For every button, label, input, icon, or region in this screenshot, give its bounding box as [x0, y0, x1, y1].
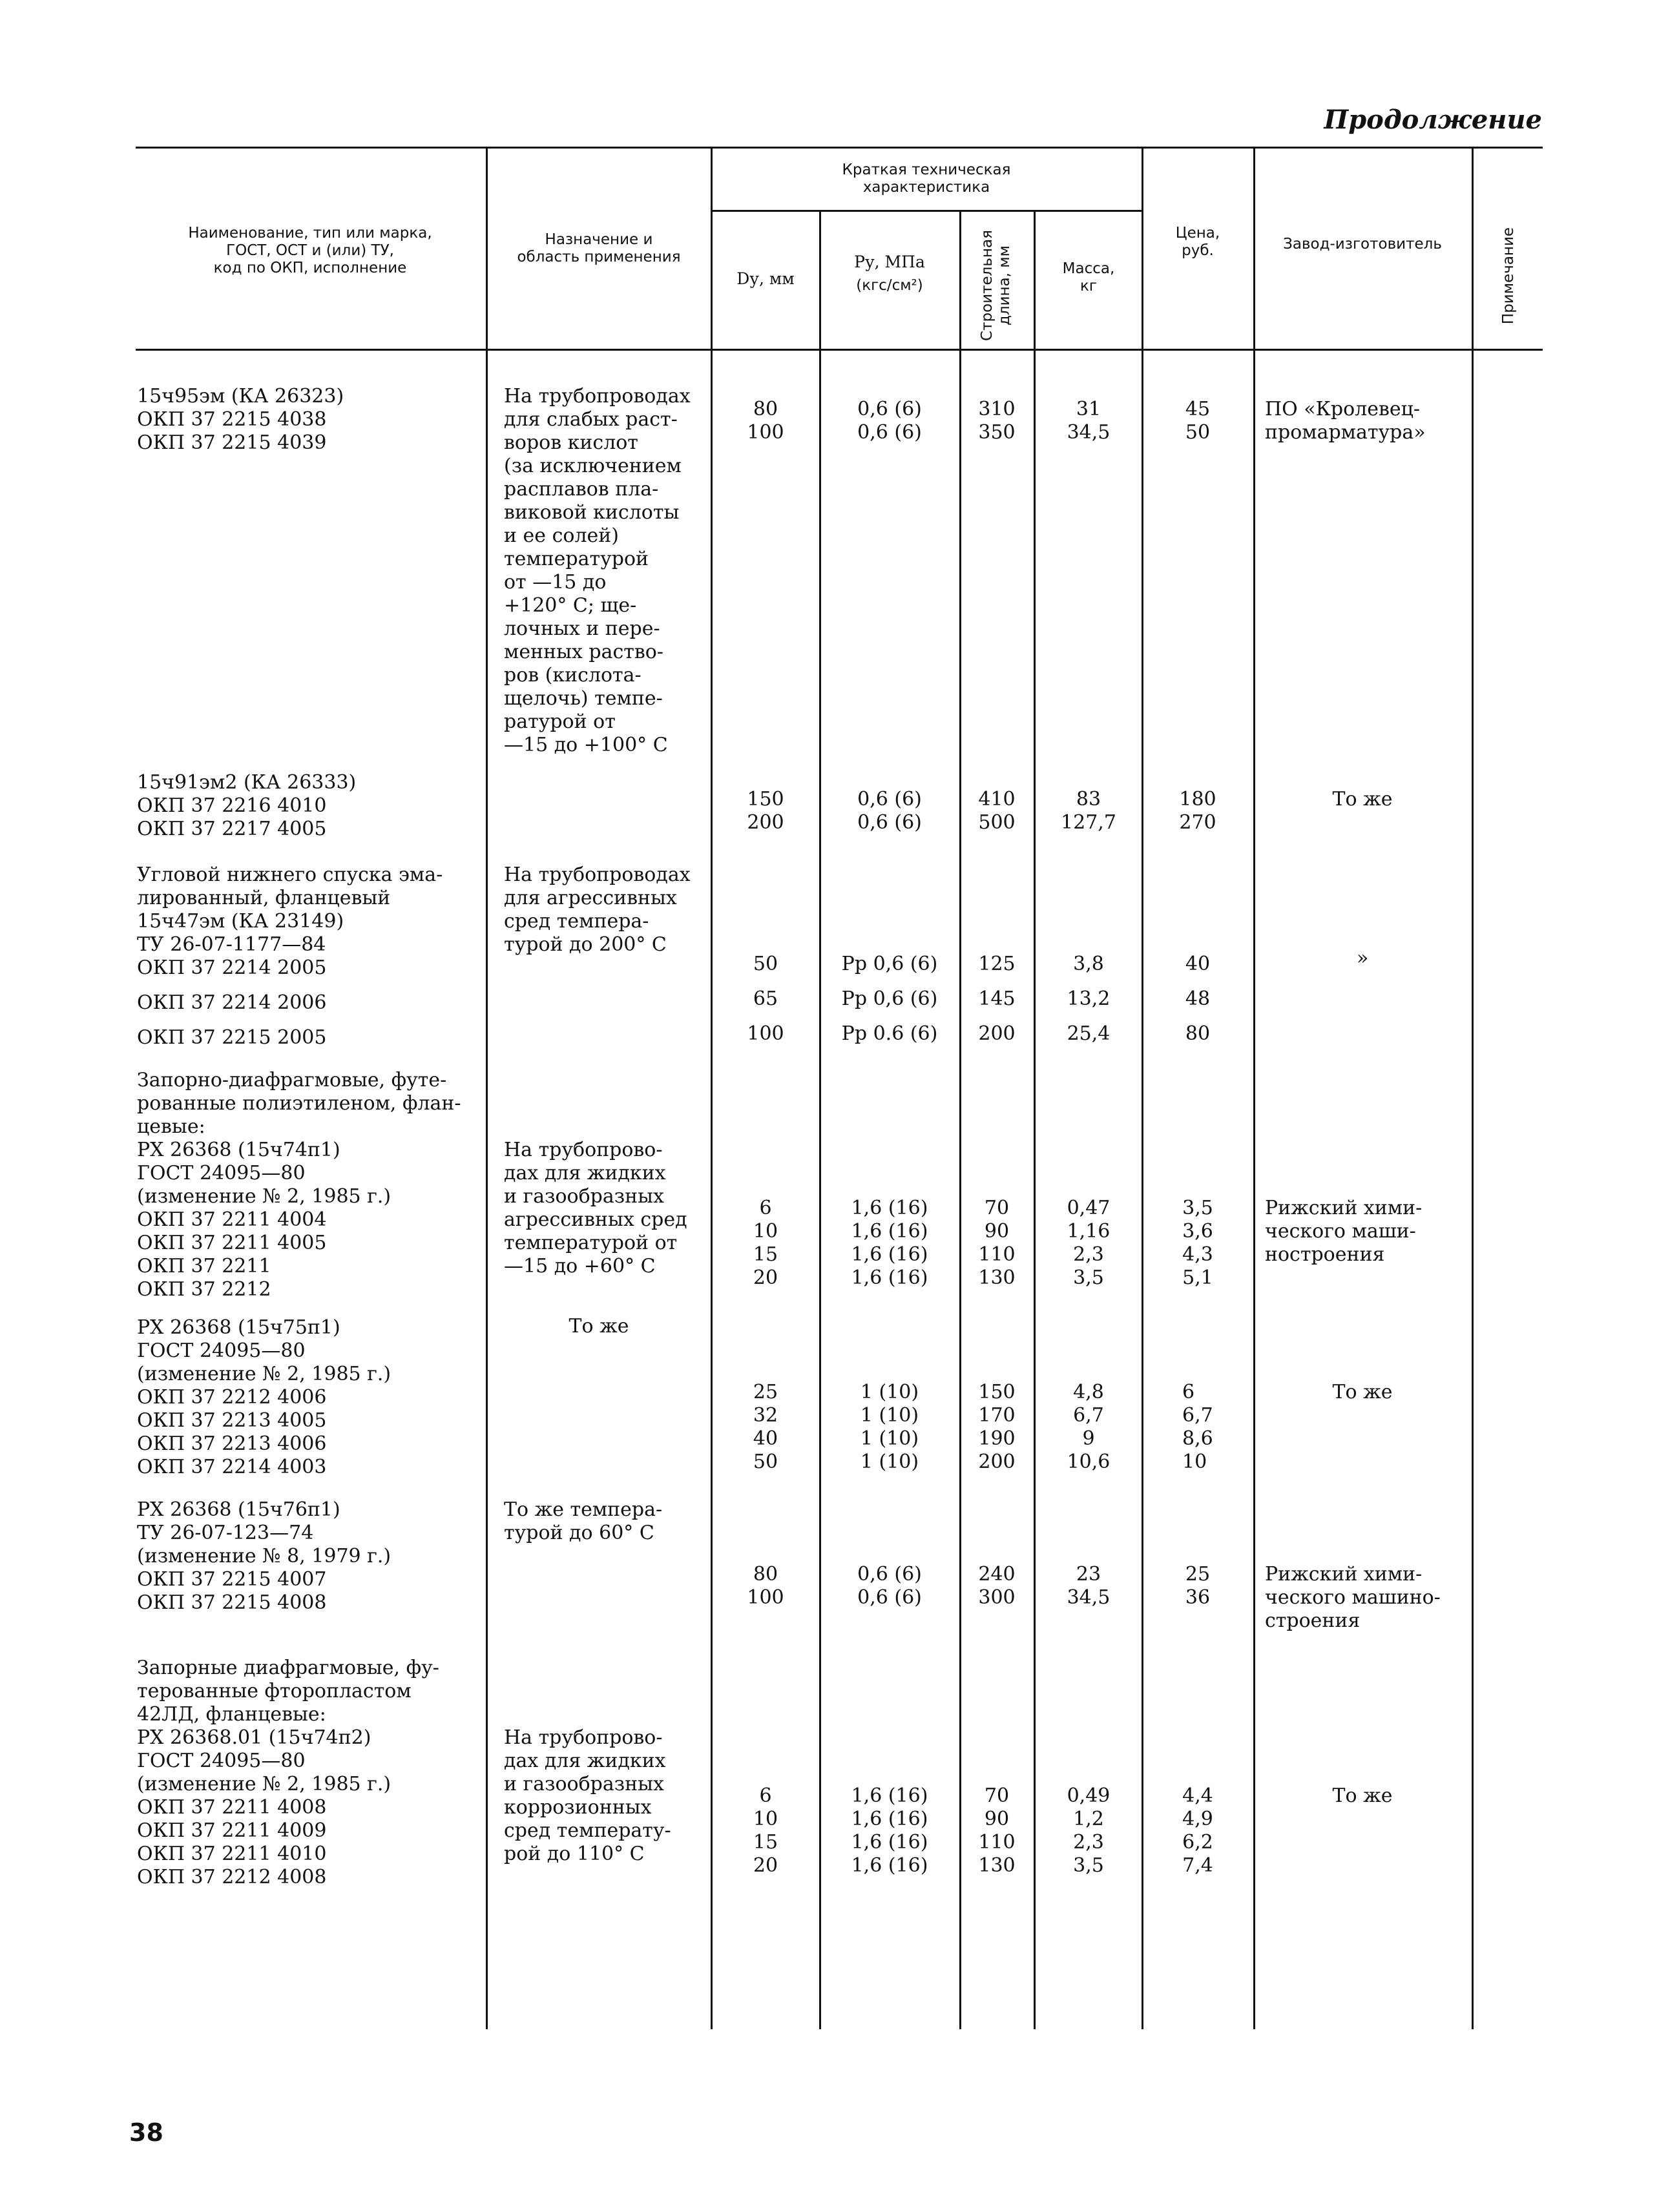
row-name-g4: Запорно-диафрагмовые, футе- рованные полиэтиленом, флан- цевые: РХ 26368 (15ч74п1) ГОСТ 24095—80 (изменение № 2, 1985 г.) ОКП 37 2211 4004 ОКП 37 2211 4005 ОКП 37 2211 ОКП 37 2212 — [137, 1069, 461, 1301]
col-divider-3 — [819, 210, 821, 2029]
row-purpose-g3: На трубопроводах для агрессивных сред темпера- турой до 200° С — [504, 863, 691, 956]
row-price-g2: 180 270 — [1179, 788, 1216, 834]
row-py-g2: 0,6 (6) 0,6 (6) — [857, 788, 922, 834]
col-divider-7 — [1253, 147, 1255, 2029]
row-plant-g5: То же — [1332, 1381, 1393, 1403]
row-plant-g2: То же — [1332, 788, 1393, 811]
row-price-g1: 45 50 — [1185, 398, 1211, 444]
row-plant-g7: То же — [1332, 1784, 1393, 1807]
row-py-g4: 1,6 (16) 1,6 (16) 1,6 (16) 1,6 (16) — [851, 1197, 928, 1289]
col-divider-4 — [959, 210, 961, 2029]
row-mass-g1: 31 34,5 — [1067, 398, 1111, 444]
row-purpose-g5: То же — [568, 1315, 629, 1338]
row-dy-g2: 150 200 — [747, 788, 784, 834]
row-purpose-g7: На трубопрово- дах для жидких и газообразных коррозионных сред температу- рой до 110° С — [504, 1726, 671, 1865]
header-name: Наименование, тип или марка, ГОСТ, ОСТ и (или) ТУ, код по ОКП, исполнение — [188, 225, 432, 276]
row-mass-g3: 3,8 13,2 25,4 — [1067, 953, 1111, 1045]
brief-char-rule — [711, 210, 1142, 212]
col-divider-6 — [1142, 147, 1143, 2029]
row-price-g5: 6 6,7 8,6 10 — [1182, 1381, 1213, 1473]
row-length-g1: 310 350 — [978, 398, 1016, 444]
row-name-g2: 15ч91эм2 (КА 26333) ОКП 37 2216 4010 ОКП 37 2217 4005 — [137, 771, 357, 840]
continuation-label: Продолжение — [1324, 105, 1542, 135]
row-plant-g6: Рижский хими- ческого машино- строения — [1265, 1563, 1441, 1632]
row-name-g1: 15ч95эм (КА 26323) ОКП 37 2215 4038 ОКП 37 2215 4039 — [137, 385, 344, 454]
row-plant-g4: Рижский хими- ческого маши- ностроения — [1265, 1197, 1423, 1266]
row-price-g4: 3,5 3,6 4,3 5,1 — [1182, 1197, 1213, 1289]
row-py-g7: 1,6 (16) 1,6 (16) 1,6 (16) 1,6 (16) — [851, 1784, 928, 1877]
header-bottom-rule — [136, 349, 1543, 351]
row-py-g5: 1 (10) 1 (10) 1 (10) 1 (10) — [860, 1381, 919, 1473]
row-mass-g5: 4,8 6,7 9 10,6 — [1067, 1381, 1111, 1473]
row-dy-g3: 50 65 100 — [747, 953, 784, 1045]
header-purpose: Назначение и область применения — [517, 231, 681, 265]
header-length: Строительная длина, мм — [979, 230, 1013, 341]
col-divider-8 — [1472, 147, 1474, 2029]
header-price: Цена, руб. — [1175, 225, 1220, 259]
row-price-g3: 40 48 80 — [1185, 953, 1211, 1045]
row-py-g1: 0,6 (6) 0,6 (6) — [857, 398, 922, 444]
row-dy-g6: 80 100 — [747, 1563, 784, 1609]
table-top-rule — [136, 147, 1543, 149]
row-length-g4: 70 90 110 130 — [978, 1197, 1016, 1289]
row-dy-g7: 6 10 15 20 — [753, 1784, 778, 1877]
row-dy-g5: 25 32 40 50 — [753, 1381, 778, 1473]
row-length-g5: 150 170 190 200 — [978, 1381, 1016, 1473]
page-number: 38 — [129, 2118, 163, 2147]
header-plant: Завод-изготовитель — [1283, 236, 1442, 253]
row-purpose-g4: На трубопрово- дах для жидких и газообразных агрессивных сред температурой от —15 до +60° С — [504, 1139, 687, 1277]
row-name-g5: РХ 26368 (15ч75п1) ГОСТ 24095—80 (изменение № 2, 1985 г.) ОКП 37 2212 4006 ОКП 37 2213 4005 ОКП 37 2213 4006 ОКП 37 2214 4003 — [137, 1316, 391, 1478]
row-plant-g3: » — [1356, 947, 1369, 969]
row-dy-g1: 80 100 — [747, 398, 784, 444]
header-dy: Dу, мм — [736, 269, 795, 288]
header-py: Pу, МПа (кгс/см²) — [854, 253, 925, 294]
row-mass-g2: 83 127,7 — [1061, 788, 1116, 834]
col-divider-2 — [711, 147, 713, 2029]
row-length-g2: 410 500 — [978, 788, 1016, 834]
row-dy-g4: 6 10 15 20 — [753, 1197, 778, 1289]
col-divider-5 — [1034, 210, 1036, 2029]
row-purpose-g1: На трубопроводах для слабых раст- воров кислот (за исключением расплавов пла- виковой кислоты и ее солей) температурой от —15 до +120° С; ще- лочных и пере- менных раство- ров (кислота- щелочь) темпе- ратурой от —15 до +100° С — [504, 385, 691, 756]
row-mass-g4: 0,47 1,16 2,3 3,5 — [1067, 1197, 1111, 1289]
row-name-g3: Угловой нижнего спуска эма- лированный, фланцевый 15ч47эм (КА 23149) ТУ 26-07-1177—84 ОКП 37 2214 2005 ОКП 37 2214 2006 ОКП 37 2215 2005 — [137, 863, 443, 1049]
header-note: Примечание — [1500, 227, 1517, 325]
row-length-g6: 240 300 — [978, 1563, 1016, 1609]
row-purpose-g6: То же темпера- турой до 60° С — [504, 1498, 663, 1544]
row-name-g6: РХ 26368 (15ч76п1) ТУ 26-07-123—74 (изменение № 8, 1979 г.) ОКП 37 2215 4007 ОКП 37 2215 4008 — [137, 1498, 391, 1614]
header-brief-characteristics: Краткая техническая характеристика — [842, 161, 1011, 196]
row-mass-g7: 0,49 1,2 2,3 3,5 — [1067, 1784, 1111, 1877]
header-mass: Масса, кг — [1062, 260, 1115, 295]
row-py-g6: 0,6 (6) 0,6 (6) — [857, 1563, 922, 1609]
row-length-g3: 125 145 200 — [978, 953, 1016, 1045]
row-price-g7: 4,4 4,9 6,2 7,4 — [1182, 1784, 1213, 1877]
row-length-g7: 70 90 110 130 — [978, 1784, 1016, 1877]
row-name-g7: Запорные диафрагмовые, фу- терованные фторопластом 42ЛД, фланцевые: РХ 26368.01 (15ч74п2) ГОСТ 24095—80 (изменение № 2, 1985 г.) ОКП 37 2211 4008 ОКП 37 2211 4009 ОКП 37 2211 4010 ОКП 37 2212 4008 — [137, 1657, 439, 1888]
row-mass-g6: 23 34,5 — [1067, 1563, 1111, 1609]
row-plant-g1: ПО «Кролевец- промарматура» — [1265, 398, 1426, 444]
row-py-g3: Pр 0,6 (6) Pр 0,6 (6) Pр 0.6 (6) — [841, 953, 938, 1045]
row-price-g6: 25 36 — [1185, 1563, 1211, 1609]
col-divider-1 — [486, 147, 488, 2029]
